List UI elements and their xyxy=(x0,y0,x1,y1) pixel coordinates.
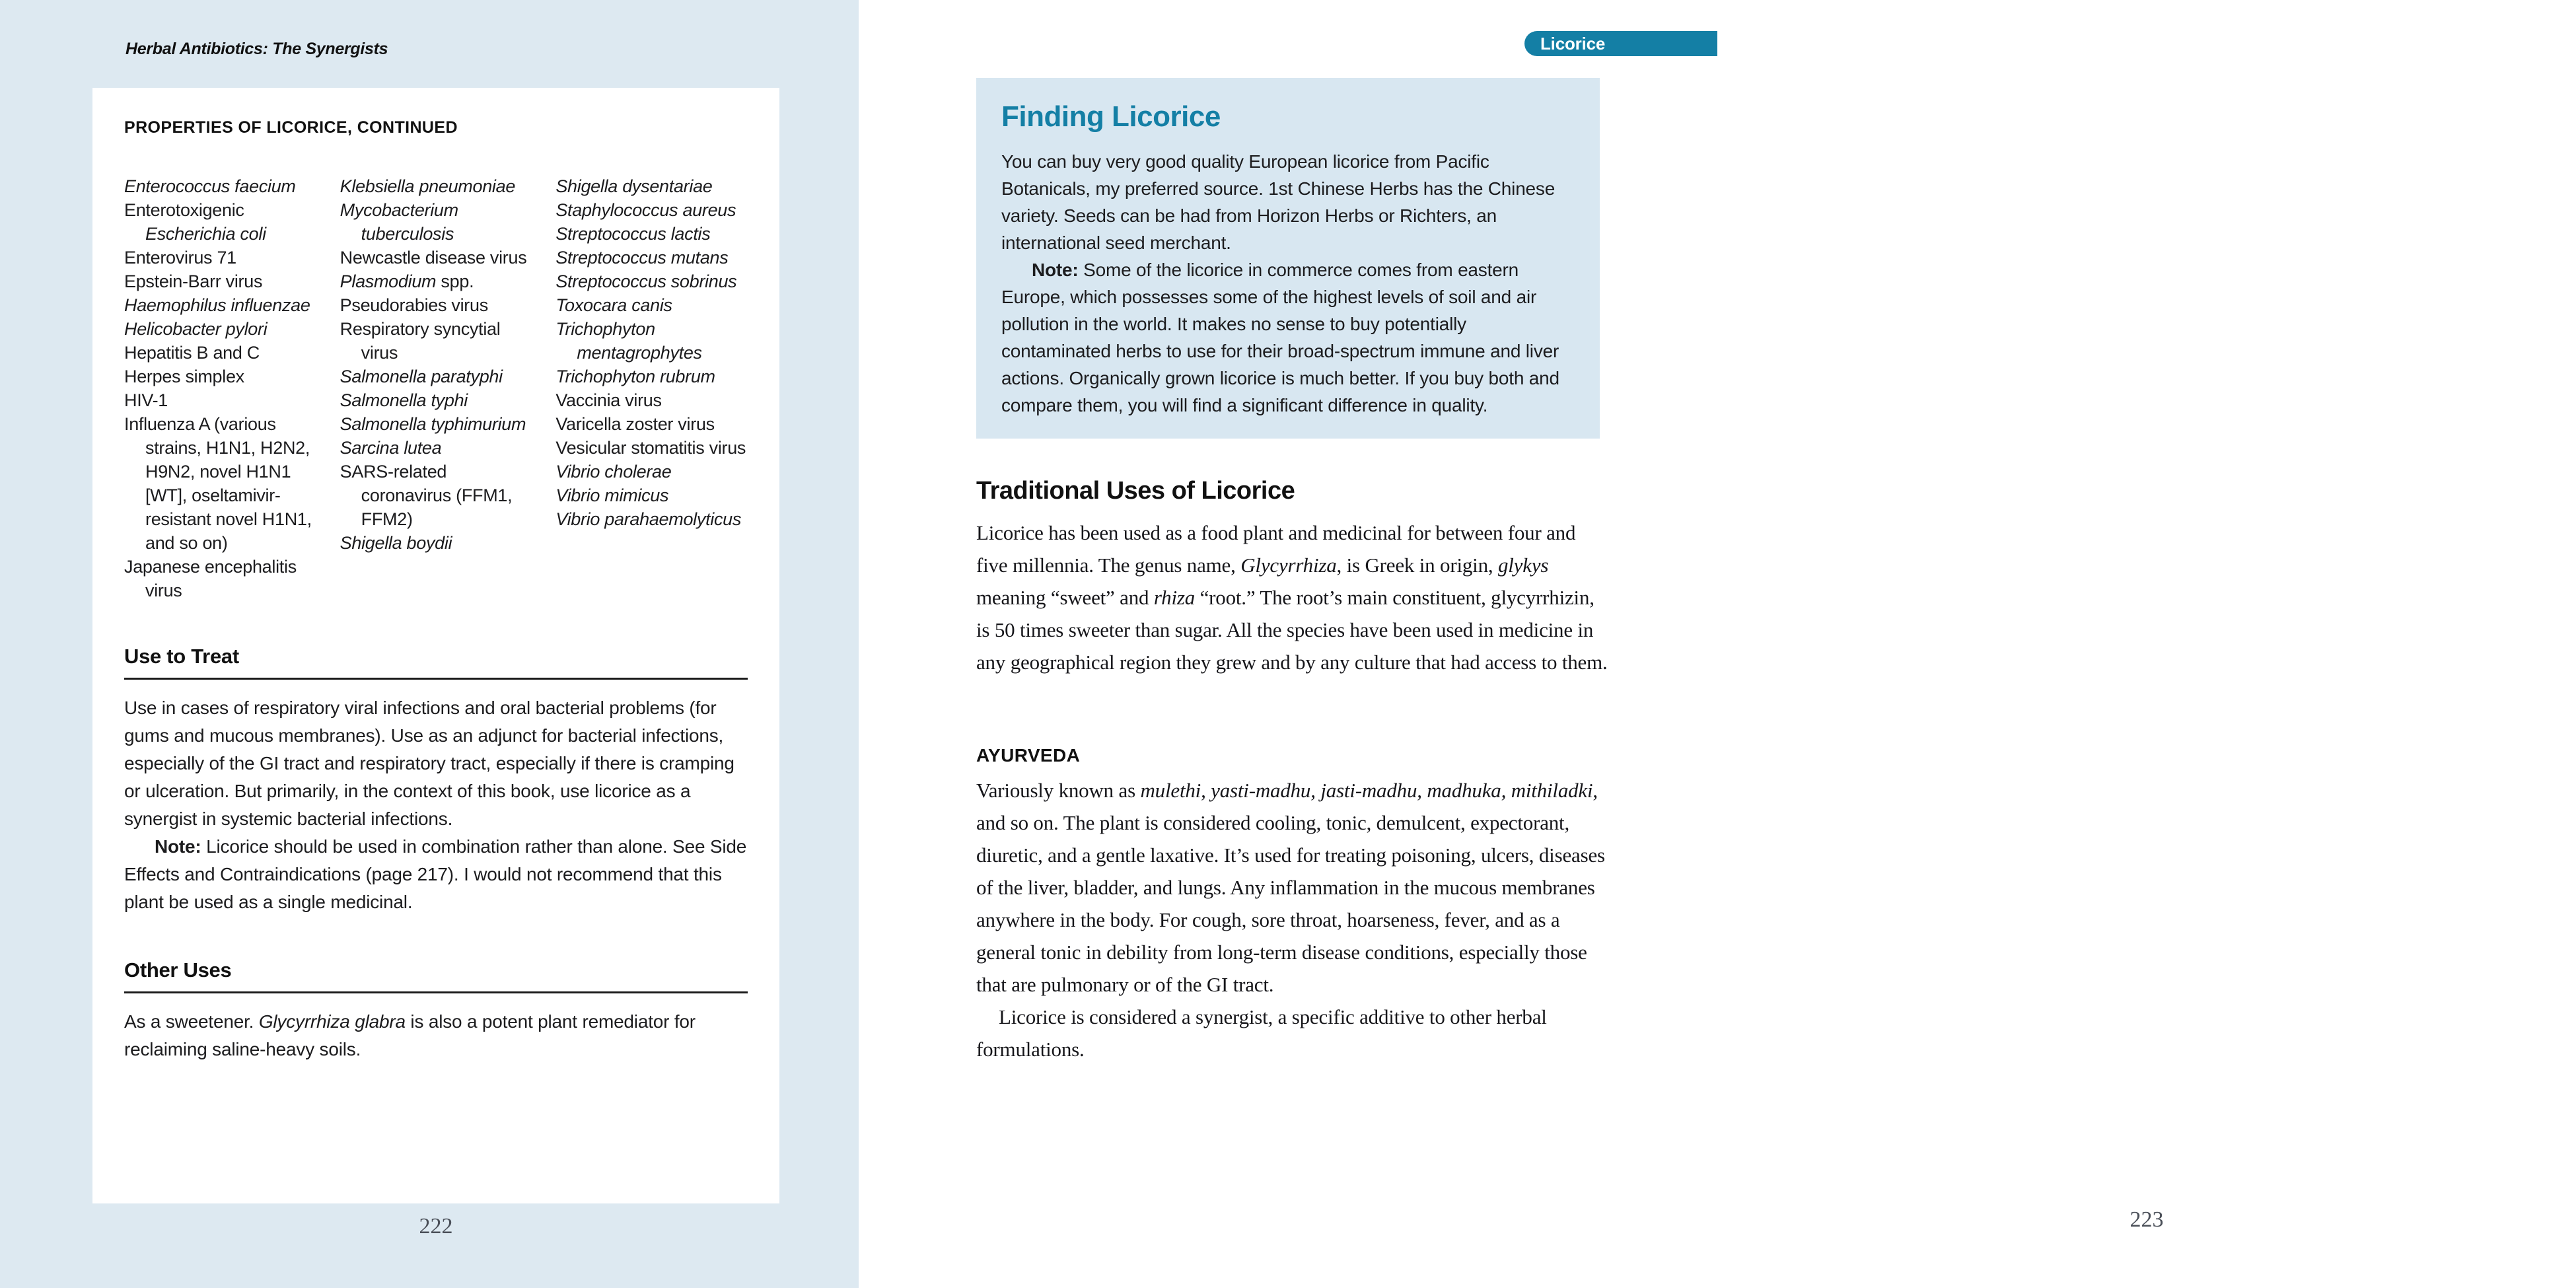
organism-item: Streptococcus mutans xyxy=(555,248,729,268)
organism-item: Haemophilus influenzae xyxy=(124,295,310,315)
organism-column-2 xyxy=(340,174,532,602)
other-uses-section xyxy=(124,958,748,1063)
organism-item: Hepatitis B and C xyxy=(124,343,260,363)
ayurveda-body xyxy=(976,774,1610,1065)
organism-item: Pseudorabies virus xyxy=(340,295,488,315)
organism-item: Vibrio parahaemolyticus xyxy=(555,509,742,529)
organism-column-3 xyxy=(555,174,748,602)
chapter-tab-label: Licorice xyxy=(1540,33,1606,54)
organism-item: Staphylococcus aureus xyxy=(555,200,736,220)
organism-item: Streptococcus sobrinus xyxy=(555,271,737,291)
use-to-treat-paragraph: Use in cases of respiratory viral infections and oral bacterial problems (for gums and mucous membranes). Use as an adjunct for bacterial infections, especially of the GI tract and respiratory tract, especially if there is cramping or ulceration. But primarily, in the context of this book, use licorice as a synergist in systemic bacterial infections. xyxy=(124,698,734,829)
running-header: Herbal Antibiotics: The Synergists xyxy=(125,40,388,58)
organism-item: Varicella zoster virus xyxy=(555,414,715,434)
other-uses-heading: Other Uses xyxy=(124,958,232,982)
traditional-uses-heading: Traditional Uses of Licorice xyxy=(976,477,1295,505)
organism-item: SARS-related coronavirus (FFM1, FFM2) xyxy=(340,462,513,529)
organism-item: Herpes simplex xyxy=(124,367,244,386)
organism-item: Enterovirus 71 xyxy=(124,248,236,268)
organism-item: Streptococcus lactis xyxy=(555,224,711,244)
properties-box-title: PROPERTIES OF LICORICE, CONTINUED xyxy=(124,118,458,137)
right-page xyxy=(859,0,2164,1288)
organism-item: Helicobacter pylori xyxy=(124,319,268,339)
organism-item: Vaccinia virus xyxy=(555,390,662,410)
page-number-left: 222 xyxy=(419,1214,453,1238)
organism-item: Epstein-Barr virus xyxy=(124,271,263,291)
organism-item: Vesicular stomatitis virus xyxy=(555,438,746,458)
organism-item: Enterococcus faecium xyxy=(124,176,296,196)
traditional-uses-body xyxy=(976,517,1610,678)
organism-item: Sarcina lutea xyxy=(340,438,442,458)
organism-item: Trichophyton rubrum xyxy=(555,367,715,386)
organism-item: Enterotoxigenic Escherichia coli xyxy=(124,200,266,244)
use-to-treat-section xyxy=(124,645,748,916)
organism-item: Newcastle disease virus xyxy=(340,248,527,268)
organism-item: Shigella dysentariae xyxy=(555,176,713,196)
organism-item: Respiratory syncytial virus xyxy=(340,319,501,363)
finding-licorice-note: Note: Some of the licorice in commerce comes from eastern Europe, which possesses some of the highest levels of soil and air pollution in the world. It makes no sense to buy potentially contaminated herbs to use for their broad-spectrum immune and liver actions. Organically grown licorice is much better. If you buy both and compare them, you will find a significant difference in quality. xyxy=(1001,260,1559,415)
organism-item: Toxocara canis xyxy=(555,295,672,315)
finding-licorice-title: Finding Licorice xyxy=(1001,100,1221,133)
organism-item: Vibrio mimicus xyxy=(555,485,669,505)
ayurveda-heading: AYURVEDA xyxy=(976,745,1081,766)
organism-item: Shigella boydii xyxy=(340,533,452,553)
organism-item: Influenza A (various strains, H1N1, H2N2, H9N2, novel H1N1 [WT], oseltamivir-resistant novel H1N1, and so on) xyxy=(124,414,312,553)
finding-licorice-paragraph: You can buy very good quality European licorice from Pacific Botanicals, my preferred source. 1st Chinese Herbs has the Chinese variety. Seeds can be had from Horizon Herbs or Richters, an international seed merchant. xyxy=(1001,151,1556,253)
ayurveda-paragraph-2: Licorice is considered a synergist, a specific additive to other herbal formulations. xyxy=(976,1005,1547,1061)
traditional-uses-paragraph: Licorice has been used as a food plant and medicinal for between four and five millennia. The genus name, Glycyrrhiza, is Greek in origin, glykys meaning “sweet” and rhiza “root.” The root’s main constituent, glycyrrhizin, is 50 times sweeter than sugar. All the species have been used in medicine in any geographical region they grew and by any culture that had access to them. xyxy=(976,521,1608,674)
other-uses-paragraph: As a sweetener. Glycyrrhiza glabra is also a potent plant remediator for reclaiming saline-heavy soils. xyxy=(124,1011,696,1059)
organism-item: Salmonella paratyphi xyxy=(340,367,503,386)
organism-item: Vibrio cholerae xyxy=(555,462,672,482)
left-page xyxy=(0,0,859,1288)
organism-item: Salmonella typhi xyxy=(340,390,468,410)
organism-item: Mycobacterium tuberculosis xyxy=(340,200,458,244)
page-number-right: 223 xyxy=(2129,1207,2164,1232)
section-rule xyxy=(124,678,748,680)
ayurveda-paragraph-1: Variously known as mulethi, yasti-madhu, jasti-madhu, madhuka, mithiladki, and so on. The plant is considered cooling, tonic, demulcent, expectorant, diuretic, and a gentle laxative. It’s used for treating poisoning, ulcers, diseases of the liver, bladder, and lungs. Any inflammation in the mucous membranes anywhere in the body. For cough, sore throat, hoarseness, fever, and as a general tonic in debility from long-term disease conditions, especially those that are pulmonary or of the GI tract. xyxy=(976,779,1605,996)
section-rule xyxy=(124,991,748,993)
finding-licorice-box xyxy=(976,78,1600,439)
organism-item: Salmonella typhimurium xyxy=(340,414,526,434)
organism-item: HIV-1 xyxy=(124,390,168,410)
organism-column-1 xyxy=(124,174,316,602)
organism-columns xyxy=(124,174,748,602)
organism-item: Plasmodium spp. xyxy=(340,271,474,291)
use-to-treat-note: Note: Licorice should be used in combination rather than alone. See Side Effects and Contraindications (page 217). I would not recommend that this plant be used as a single medicinal. xyxy=(124,836,747,912)
use-to-treat-heading: Use to Treat xyxy=(124,645,239,668)
organism-item: Klebsiella pneumoniae xyxy=(340,176,516,196)
organism-item: Trichophyton mentagrophytes xyxy=(555,319,702,363)
properties-box xyxy=(92,88,779,1203)
organism-item: Japanese encephalitis virus xyxy=(124,557,297,600)
chapter-tab xyxy=(1524,31,1717,56)
